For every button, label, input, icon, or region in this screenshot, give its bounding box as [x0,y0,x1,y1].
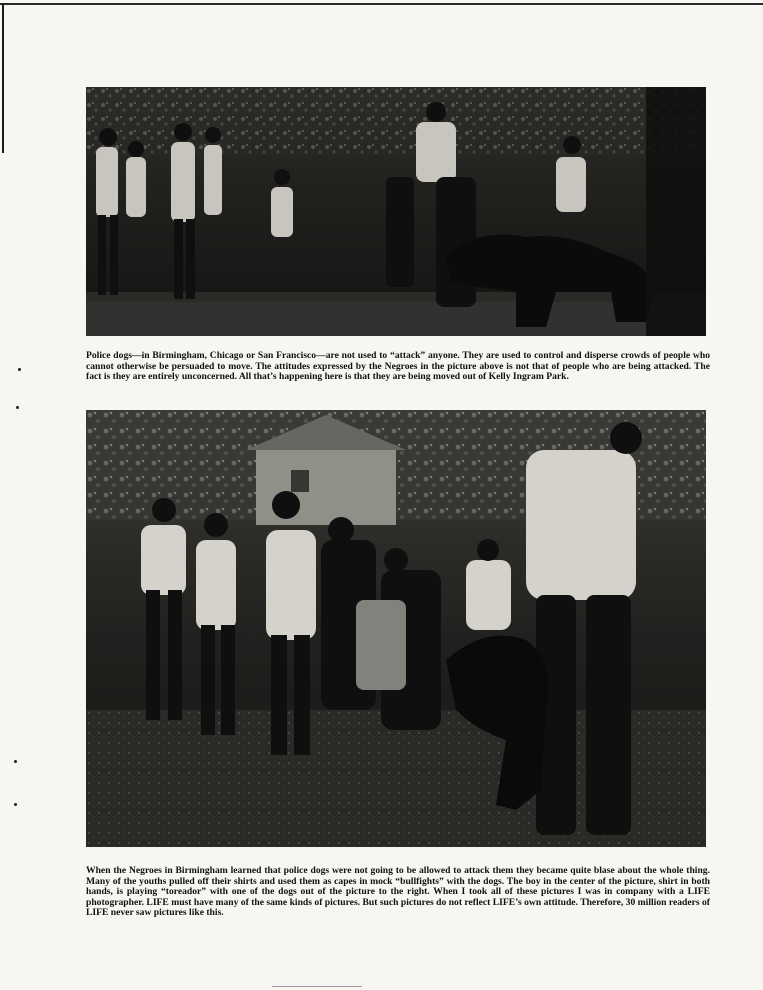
top-border-rule [0,3,763,5]
left-border-rule [2,3,4,153]
margin-mark [18,368,21,371]
margin-mark [14,803,17,806]
photo-top-image [86,87,706,336]
margin-mark [14,760,17,763]
photo-top [86,87,706,336]
margin-mark [16,406,19,409]
caption-top: Police dogs—in Birmingham, Chicago or San Francisco—are not used to “attack” anyone. They are used to control and disperse crowds of people who cannot otherwise be persuaded to move. The attitudes expressed by the Negroes in the picture above is not that of people who are being attacked. The fact is they are entirely unconcerned. All that’s happening here is that they are being moved out of Kelly Ingram Park. [86,350,710,383]
photo-bottom [86,410,706,847]
bottom-edge-mark [272,986,362,987]
photo-bottom-image [86,410,706,847]
caption-bottom: When the Negroes in Birmingham learned that police dogs were not going to be allowed to attack them they became quite blase about the whole thing. Many of the youths pulled off their shirts and used them as capes in mock “bullfights” with the dogs. The boy in the center of the picture, shirt in both hands, is playing “toreador” with one of the dogs out of the picture to the right. When I took all of these pictures I was in company with a LIFE photographer. LIFE must have many of the same kinds of pictures. But such pictures do not reflect LIFE’s own attitude. Therefore, 30 million readers of LIFE never saw pictures like this. [86,865,710,919]
